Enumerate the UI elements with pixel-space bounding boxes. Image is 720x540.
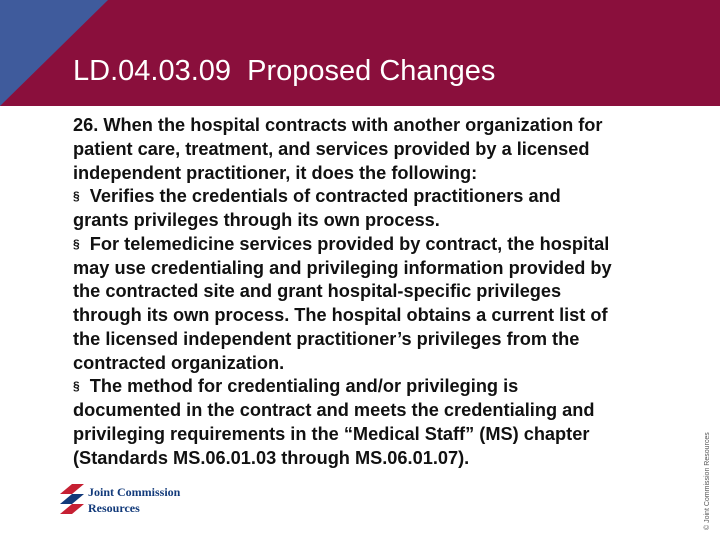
jcr-logo-icon xyxy=(58,480,86,520)
body-line: (Standards MS.06.01.03 through MS.06.01.07). xyxy=(73,447,470,468)
body-line: may use credentialing and privileging information provided by xyxy=(73,257,612,278)
slide-body xyxy=(73,114,683,470)
body-line: 26. When the hospital contracts with another organization for xyxy=(73,115,603,135)
body-line: patient care, treatment, and services provided by a licensed xyxy=(73,138,590,159)
body-line: For telemedicine services provided by contract, the hospital xyxy=(89,233,610,254)
body-line: grants privileges through its own process. xyxy=(73,210,440,230)
body-line: contracted organization. xyxy=(73,352,285,373)
slide-title: LD.04.03.09 Proposed Changes xyxy=(73,55,496,87)
body-line: Verifies the credentials of contracted practitioners and xyxy=(89,186,561,207)
body-line: the licensed independent practitioner’s privileges from the xyxy=(73,328,580,349)
body-line: independent practitioner, it does the following: xyxy=(73,162,478,183)
body-line: through its own process. The hospital obtains a current list of xyxy=(73,305,608,325)
body-line: The method for credentialing and/or privileging is xyxy=(89,376,519,397)
bullet-item xyxy=(73,375,683,399)
copyright-notice: © Joint Commission Resources xyxy=(704,432,711,530)
corner-decoration-icon xyxy=(0,0,110,106)
body-line: privileging requirements in the “Medical Staff” (MS) chapter xyxy=(73,423,590,444)
logo-text-line2: Resources xyxy=(88,501,140,515)
jcr-logo xyxy=(58,480,198,522)
bullet-item xyxy=(73,233,683,257)
title-bar xyxy=(0,0,720,106)
body-line: the contracted site and grant hospital-specific privileges xyxy=(73,281,562,302)
bullet-icon: § xyxy=(73,236,80,251)
logo-text-line1: Joint Commission xyxy=(88,485,181,499)
bullet-item xyxy=(73,185,683,209)
body-line: documented in the contract and meets the credentialing and xyxy=(73,400,595,420)
bullet-icon: § xyxy=(73,189,80,204)
bullet-icon: § xyxy=(73,379,80,394)
